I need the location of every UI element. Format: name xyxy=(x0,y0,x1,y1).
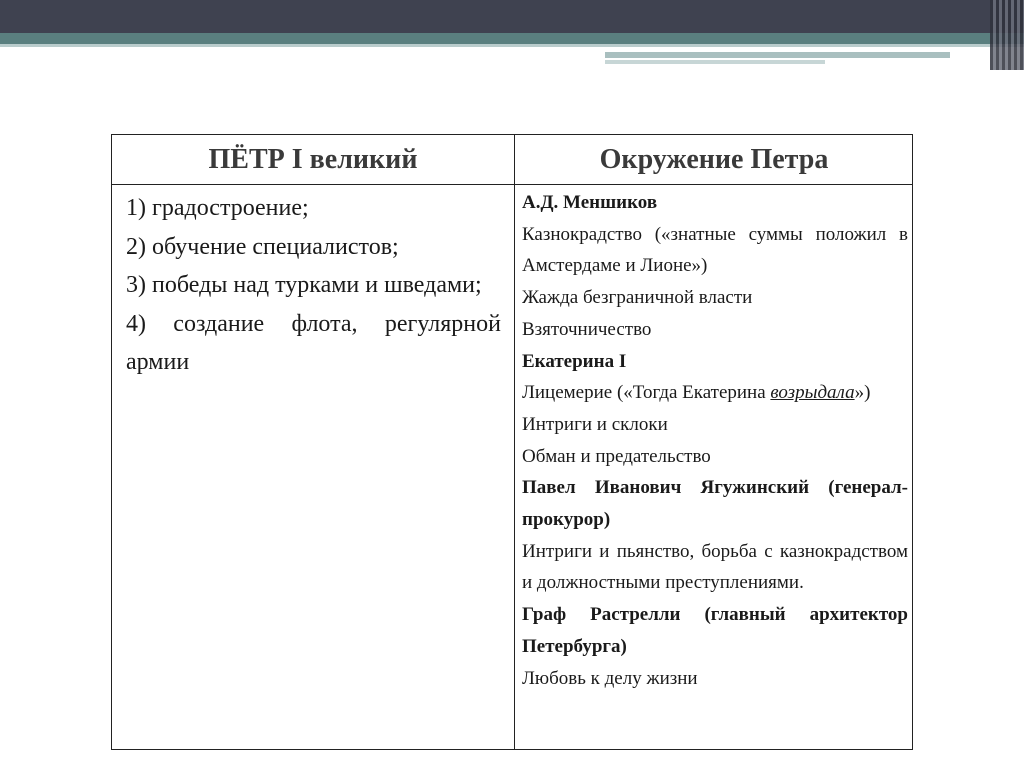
quoted-word: возрыдала xyxy=(770,382,855,404)
achievements-cell xyxy=(126,189,501,382)
trait-text: ») xyxy=(854,382,871,404)
header-entourage: Окружение Петра xyxy=(599,143,829,175)
person-name: Екатерина I xyxy=(522,350,627,372)
header-stripe-thin xyxy=(605,60,825,64)
trait-item: Взяточничество xyxy=(522,318,652,340)
achievement-item: 1) градостроение; xyxy=(126,195,309,221)
header-divider xyxy=(112,184,912,185)
trait-item: Интриги и пьянство, борьба с казнокрадством и должностными преступлениями. xyxy=(522,540,908,594)
trait-text: Лицемерие («Тогда Екатерина xyxy=(522,382,771,404)
achievement-item: 3) победы над турками и шведами; xyxy=(126,272,482,298)
header-band-teal xyxy=(0,33,1024,44)
trait-item: Любовь к делу жизни xyxy=(522,667,698,689)
header-band-light xyxy=(0,44,1024,47)
trait-item: Обман и предательство xyxy=(522,445,711,467)
trait-item: Жажда безграничной власти xyxy=(522,287,753,309)
trait-item xyxy=(522,377,908,409)
person-name: Павел Иванович Ягужинский (генерал-прокурор) xyxy=(522,477,908,531)
column-divider xyxy=(514,135,515,749)
header-peter: ПЁТР I великий xyxy=(208,143,418,175)
trait-item: Казнокрадство («знатные суммы положил в Амстердаме и Лионе») xyxy=(522,223,908,277)
trait-item: Интриги и склоки xyxy=(522,413,668,435)
person-name: Граф Растрелли (главный архитектор Петербурга) xyxy=(522,604,908,657)
entourage-cell xyxy=(522,187,908,694)
achievement-item: 2) обучение специалистов; xyxy=(126,233,399,260)
header-stripe xyxy=(605,52,950,58)
achievement-item: 4) создание флота, регулярной армии xyxy=(126,310,501,375)
comparison-table xyxy=(111,134,913,750)
header-band-dark xyxy=(0,0,1024,33)
header-corner-decoration xyxy=(990,0,1024,70)
person-name: А.Д. Меншиков xyxy=(522,192,658,213)
